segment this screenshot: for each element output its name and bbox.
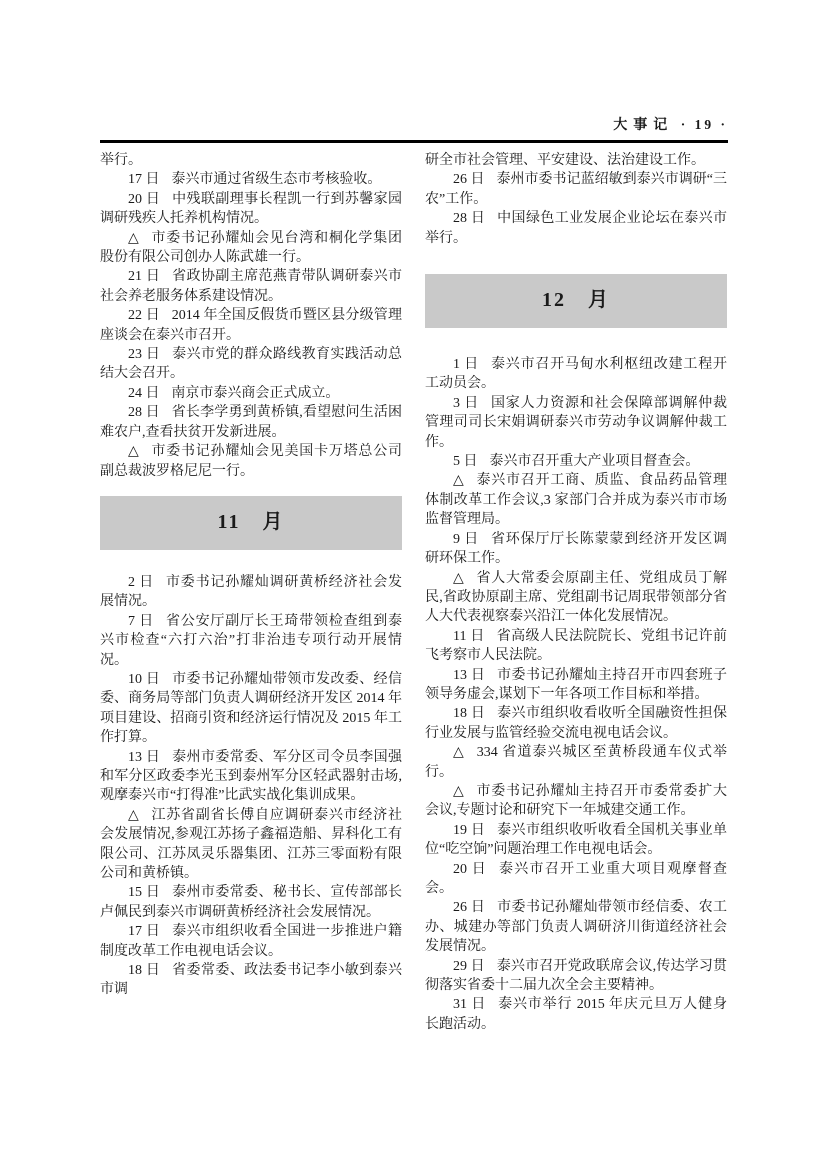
chronicle-entry [425, 209, 727, 248]
entry-text: 2014 年全国反假货币暨区县分级管理座谈会在泰兴市召开。 [100, 308, 403, 343]
chronicle-entry [100, 170, 402, 189]
entry-date: 19 日 [453, 822, 486, 838]
entry-text: 泰兴市召开工商、质监、食品药品管理体制改革工作会议,3 家部门合并成为泰兴市市场监督管理局。 [425, 473, 727, 528]
entry-date: 28 日 [128, 405, 160, 421]
chronicle-entry [425, 898, 727, 956]
entry-date: 11 日 [453, 628, 485, 644]
entry-text: 泰兴市召开重大产业项目督查会。 [489, 454, 700, 470]
entry-text: 南京市泰兴商会正式成立。 [171, 385, 340, 401]
chronicle-entry [100, 403, 402, 442]
entry-date: 13 日 [128, 749, 161, 765]
entry-text: 省高级人民法院院长、党组书记许前飞考察市人民法院。 [425, 628, 728, 664]
entry-date: △ [453, 745, 465, 761]
chronicle-entry [425, 627, 727, 666]
month-header-label: 11 月 [217, 511, 285, 534]
november-entries-tail [425, 170, 727, 248]
chronicle-entry [100, 306, 402, 345]
entry-date: 7 日 [128, 613, 155, 629]
entry-date: 17 日 [128, 924, 161, 940]
entry-text: 泰兴市组织收看收听全国融资性担保行业发展与监管经验交流电视电话会议。 [425, 706, 728, 741]
chronicle-entry [100, 573, 402, 612]
chronicle-entry [100, 345, 402, 384]
chronicle-entry [100, 190, 402, 229]
entry-date: 22 日 [128, 308, 160, 324]
entry-date: 24 日 [128, 385, 160, 401]
entry-date: 28 日 [453, 211, 486, 227]
continuation-paragraph: 举行。 [100, 153, 142, 168]
entry-text: 市委书记孙耀灿带领市经信委、农工办、城建办等部门负责人调研济川街道经济社会发展情况。 [425, 900, 728, 955]
entry-text: 市委书记孙耀灿主持召开市委常委扩大会议,专题讨论和研究下一年城建交通工作。 [425, 783, 727, 819]
entry-text: 泰州市委常委、军分区司令员李国强和军分区政委李光玉到泰州军分区轻武器射击场,观摩泰兴市“打得准”比武实战化集训成果。 [100, 749, 403, 804]
november-entries [100, 573, 402, 1000]
entry-date: 9 日 [453, 531, 480, 547]
entry-date: 3 日 [453, 395, 480, 411]
entry-date: △ [453, 570, 465, 586]
entry-text: 国家人力资源和社会保障部调解仲裁管理司司长宋娟调研泰兴市劳动争议调解仲裁工作。 [425, 395, 728, 450]
entry-text: 泰兴市组织收看全国进一步推进户籍制度改革工作电视电话会议。 [100, 924, 403, 959]
entry-date: 29 日 [453, 958, 485, 974]
text-columns [100, 151, 728, 1034]
chronicle-entry [425, 394, 727, 452]
chronicle-entry [100, 612, 402, 670]
entry-date: 17 日 [128, 172, 160, 188]
entry-text: 市委书记孙耀灿带领市发改委、经信委、商务局等部门负责人调研经济开发区 2014 年项目建设、招商引资和经济运行情况及 2015 年工作打算。 [100, 671, 403, 746]
chronicle-entry [100, 883, 402, 922]
entry-date: 15 日 [128, 885, 161, 901]
entry-text: 省人大常委会原副主任、党组成员丁解民,省政协原副主席、党组副书记周珉带领部分省人大代表视察泰兴沿江一体化发展情况。 [425, 570, 727, 625]
entry-text: 市委书记孙耀灿会见台湾和桐化学集团股份有限公司创办人陈武雄一行。 [100, 230, 402, 266]
chronicle-entry [425, 704, 727, 743]
page-number: · 19 · [680, 117, 728, 132]
chronicle-entry [100, 229, 402, 268]
october-entries [100, 170, 402, 481]
chronicle-entry [100, 384, 402, 403]
entry-date: △ [453, 473, 465, 489]
entry-text: 省环保厅厅长陈蒙蒙到经济开发区调研环保工作。 [425, 531, 728, 567]
chronicle-entry [100, 267, 402, 306]
entry-date: △ [128, 807, 140, 823]
entry-date: 23 日 [128, 347, 161, 363]
entry-text: 中国绿色工业发展企业论坛在泰兴市举行。 [425, 211, 728, 246]
entry-text: 省委常委、政法委书记李小敏到泰兴市调 [100, 963, 403, 998]
entry-text: 中残联副理事长程凯一行到苏馨家园调研残疾人托养机构情况。 [100, 191, 403, 227]
entry-text: 省政协副主席范燕青带队调研泰兴市社会养老服务体系建设情况。 [100, 269, 403, 304]
month-header-label: 12 月 [542, 289, 610, 312]
entry-text: 市委书记孙耀灿调研黄桥经济社会发展情况。 [100, 574, 403, 610]
chronicle-entry [100, 806, 402, 884]
chronicle-entry [100, 442, 402, 481]
entry-text: 江苏省副省长傅自应调研泰兴市经济社会发展情况,参观江苏扬子鑫福造船、昇科化工有限公司、江苏凤灵乐器集团、江苏三零面粉有限公司和黄桥镇。 [100, 807, 402, 881]
december-entries [425, 355, 727, 1034]
entry-date: △ [128, 230, 140, 246]
section-title: 大事记 [613, 118, 674, 133]
entry-text: 泰州市委书记蓝绍敏到泰兴市调研“三农”工作。 [425, 172, 727, 207]
entry-date: 1 日 [453, 357, 480, 373]
entry-text: 泰兴市召开马甸水利枢纽改建工程开工动员会。 [425, 357, 728, 392]
month-header-november [100, 496, 402, 550]
entry-date: 20 日 [128, 191, 161, 207]
chronicle-entry [425, 995, 727, 1034]
chronicle-entry [100, 748, 402, 806]
chronicle-entry [100, 961, 402, 1000]
entry-text: 省公安厅副厅长王琦带领检查组到泰兴市检查“六打六治”打非治违专项行动开展情况。 [100, 613, 403, 668]
left-column [100, 151, 402, 1034]
entry-text: 334 省道泰兴城区至黄桥段通车仪式举行。 [425, 745, 727, 780]
chronicle-entry [425, 530, 727, 569]
continuation-paragraph: 研全市社会管理、平安建设、法治建设工作。 [425, 153, 705, 168]
entry-date: 2 日 [128, 574, 155, 590]
entry-text: 省长李学勇到黄桥镇,看望慰问生活困难农户,查看扶贫开发新进展。 [100, 405, 403, 440]
running-head [100, 114, 728, 134]
entry-text: 泰兴市召开党政联席会议,传达学习贯彻落实省委十二届九次全会主要精神。 [425, 958, 728, 994]
entry-text: 泰兴市党的群众路线教育实践活动总结大会召开。 [100, 347, 403, 382]
chronicle-entry [425, 821, 727, 860]
entry-date: 26 日 [453, 172, 485, 188]
entry-date: 13 日 [453, 667, 486, 683]
entry-date: 10 日 [128, 671, 161, 687]
chronicle-entry [425, 471, 727, 529]
chronicle-entry [100, 922, 402, 961]
entry-text: 泰州市委常委、秘书长、宣传部部长卢佩民到泰兴市调研黄桥经济社会发展情况。 [100, 885, 403, 920]
chronicle-entry [425, 860, 727, 899]
entry-date: 18 日 [453, 706, 486, 722]
entry-text: 市委书记孙耀灿主持召开市四套班子领导务虚会,谋划下一年各项工作目标和举措。 [425, 667, 728, 702]
entry-text: 市委书记孙耀灿会见美国卡万塔总公司副总裁波罗格尼尼一行。 [100, 444, 402, 479]
right-column [425, 151, 727, 1034]
entry-date: △ [453, 783, 465, 799]
chronicle-entry [425, 452, 727, 471]
entry-text: 泰兴市召开工业重大项目观摩督查会。 [425, 861, 728, 896]
entry-date: 31 日 [453, 997, 487, 1013]
entry-date: 5 日 [453, 454, 478, 470]
chronicle-entry [425, 782, 727, 821]
chronicle-entry [425, 355, 727, 394]
entry-date: 26 日 [453, 900, 486, 916]
entry-date: 21 日 [128, 269, 161, 285]
entry-date: 20 日 [453, 861, 488, 877]
chronicle-entry [425, 957, 727, 996]
chronicle-entry [425, 170, 727, 209]
header-rule [100, 140, 728, 143]
entry-text: 泰兴市组织收听收看全国机关事业单位“吃空饷”问题治理工作电视电话会。 [425, 822, 728, 858]
chronicle-entry [425, 569, 727, 627]
month-header-december [425, 274, 727, 328]
entry-date: 18 日 [128, 963, 161, 979]
chronicle-entry [425, 666, 727, 705]
entry-text: 泰兴市通过省级生态市考核验收。 [171, 172, 382, 188]
chronicle-entry [100, 670, 402, 748]
entry-text: 泰兴市举行 2015 年庆元旦万人健身长跑活动。 [425, 997, 728, 1032]
chronicle-entry [425, 743, 727, 782]
entry-date: △ [128, 444, 140, 460]
